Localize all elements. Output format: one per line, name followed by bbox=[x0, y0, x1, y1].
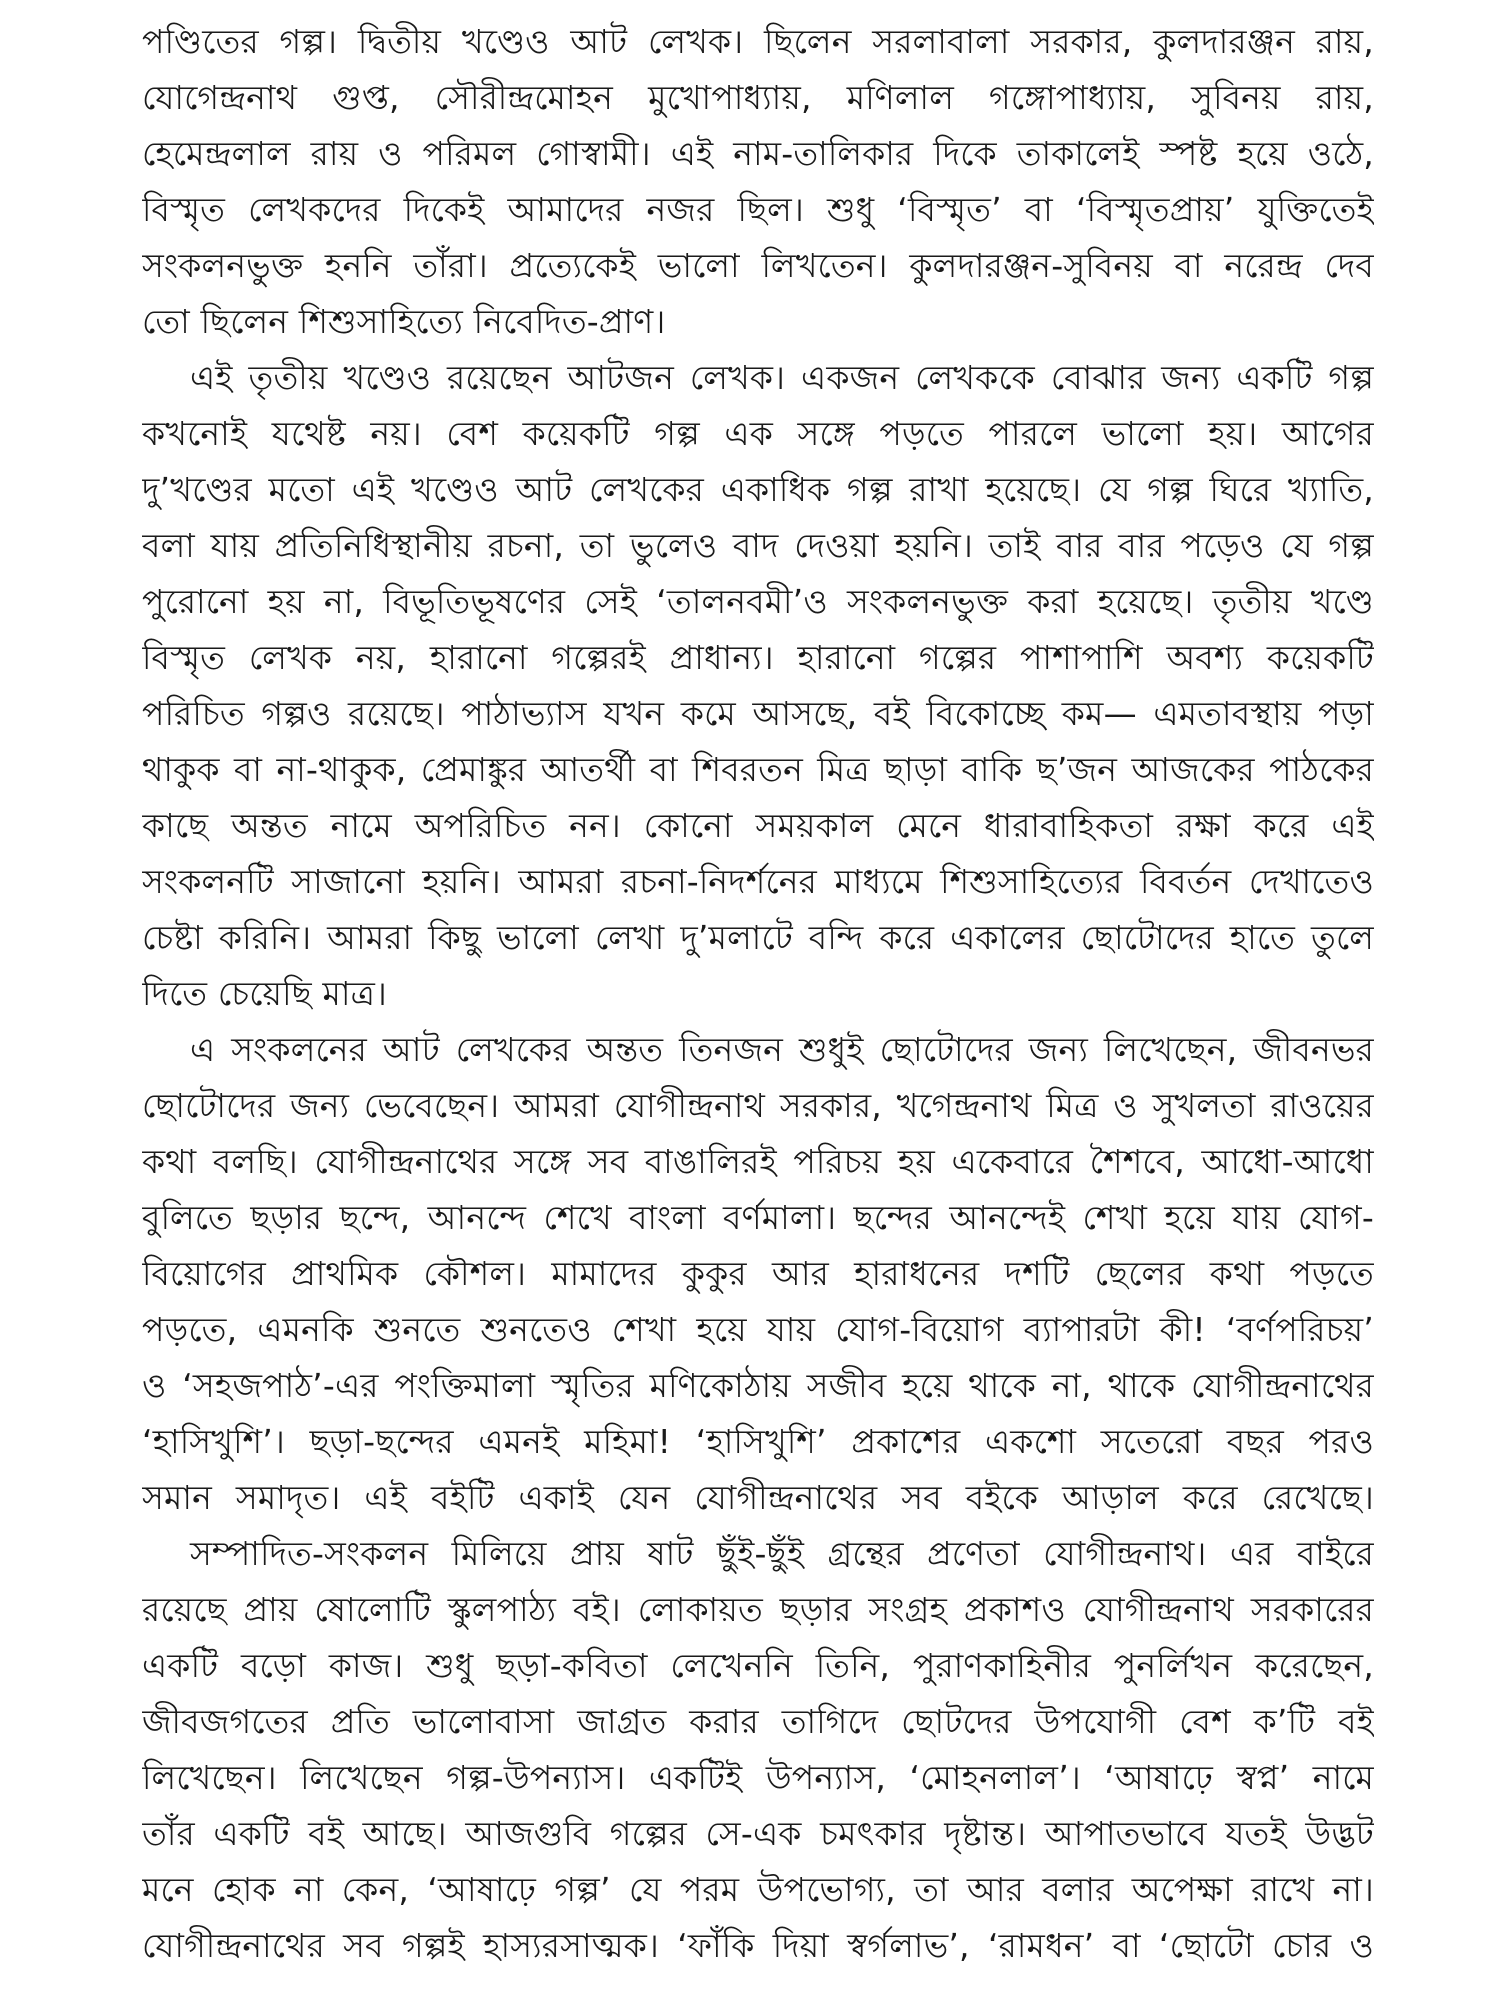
text-line: সংকলনভুক্ত হননি তাঁরা। প্রত্যেকেই ভালো লিখতেন। কুলদারঞ্জন-সুবিনয় বা নরেন্দ্র দেব bbox=[142, 246, 1374, 285]
text-line: এই তৃতীয় খণ্ডেও রয়েছেন আটজন লেখক। একজন লেখককে বোঝার জন্য একটি গল্প bbox=[190, 358, 1374, 397]
text-line: এ সংকলনের আট লেখকের অন্তত তিনজন শুধুই ছোটোদের জন্য লিখেছেন, জীবনভর bbox=[190, 1030, 1374, 1069]
text-line: কখনোই যথেষ্ট নয়। বেশ কয়েকটি গল্প এক সঙ্গে পড়তে পারলে ভালো হয়। আগের bbox=[142, 414, 1374, 453]
text-line: সংকলনটি সাজানো হয়নি। আমরা রচনা-নিদর্শনের মাধ্যমে শিশুসাহিত্যের বিবর্তন দেখাতেও bbox=[142, 862, 1374, 901]
text-line: দু’খণ্ডের মতো এই খণ্ডেও আট লেখকের একাধিক গল্প রাখা হয়েছে। যে গল্প ঘিরে খ্যাতি, bbox=[142, 470, 1374, 509]
text-line: পড়তে, এমনকি শুনতে শুনতেও শেখা হয়ে যায় যোগ-বিয়োগ ব্যাপারটা কী! ‘বর্ণপরিচয়’ bbox=[142, 1310, 1374, 1349]
text-line: মনে হোক না কেন, ‘আষাঢ়ে গল্প’ যে পরম উপভোগ্য, তা আর বলার অপেক্ষা রাখে না। bbox=[142, 1870, 1374, 1909]
paragraph-3 bbox=[142, 1022, 1374, 1526]
text-line: চেষ্টা করিনি। আমরা কিছু ভালো লেখা দু’মলাটে বন্দি করে একালের ছোটোদের হাতে তুলে bbox=[142, 918, 1374, 957]
text-line: থাকুক বা না-থাকুক, প্রেমাঙ্কুর আতর্থী বা শিবরতন মিত্র ছাড়া বাকি ছ’জন আজকের পাঠকের bbox=[142, 750, 1374, 789]
text-line: রয়েছে প্রায় ষোলোটি স্কুলপাঠ্য বই। লোকায়ত ছড়ার সংগ্রহ প্রকাশও যোগীন্দ্রনাথ সরকারের bbox=[142, 1590, 1374, 1629]
text-line: কথা বলছি। যোগীন্দ্রনাথের সঙ্গে সব বাঙালিরই পরিচয় হয় একেবারে শৈশবে, আধো-আধো bbox=[142, 1142, 1374, 1181]
text-line: যোগেন্দ্রনাথ গুপ্ত, সৌরীন্দ্রমোহন মুখোপাধ্যায়, মণিলাল গঙ্গোপাধ্যায়, সুবিনয় রায়, bbox=[142, 78, 1374, 117]
text-line: তাঁর একটি বই আছে। আজগুবি গল্পের সে-এক চমৎকার দৃষ্টান্ত। আপাতভাবে যতই উদ্ভট bbox=[142, 1814, 1374, 1853]
paragraph-4 bbox=[142, 1526, 1374, 1974]
text-line: লিখেছেন। লিখেছেন গল্প-উপন্যাস। একটিই উপন্যাস, ‘মোহনলাল’। ‘আষাঢ়ে স্বপ্ন’ নামে bbox=[142, 1758, 1374, 1797]
text-line: বুলিতে ছড়ার ছন্দে, আনন্দে শেখে বাংলা বর্ণমালা। ছন্দের আনন্দেই শেখা হয়ে যায় যোগ- bbox=[142, 1198, 1374, 1237]
paragraph-1 bbox=[142, 14, 1374, 350]
text-line: একটি বড়ো কাজ। শুধু ছড়া-কবিতা লেখেননি তিনি, পুরাণকাহিনীর পুনর্লিখন করেছেন, bbox=[142, 1646, 1374, 1685]
text-line: পরিচিত গল্পও রয়েছে। পাঠাভ্যাস যখন কমে আসছে, বই বিকোচ্ছে কম— এমতাবস্থায় পড়া bbox=[142, 694, 1374, 733]
text-line: সমান সমাদৃত। এই বইটি একাই যেন যোগীন্দ্রনাথের সব বইকে আড়াল করে রেখেছে। bbox=[142, 1478, 1374, 1517]
text-line: পুরোনো হয় না, বিভূতিভূষণের সেই ‘তালনবমী’ও সংকলনভুক্ত করা হয়েছে। তৃতীয় খণ্ডে bbox=[142, 582, 1374, 621]
text-line: তো ছিলেন শিশুসাহিত্যে নিবেদিত-প্রাণ। bbox=[142, 302, 666, 341]
text-line: যোগীন্দ্রনাথের সব গল্পই হাস্যরসাত্মক। ‘ফাঁকি দিয়া স্বর্গলাভ’, ‘রামধন’ বা ‘ছোটো চোর ও bbox=[142, 1926, 1374, 1965]
text-line: বিয়োগের প্রাথমিক কৌশল। মামাদের কুকুর আর হারাধনের দশটি ছেলের কথা পড়তে bbox=[142, 1254, 1374, 1293]
text-line: কাছে অন্তত নামে অপরিচিত নন। কোনো সময়কাল মেনে ধারাবাহিকতা রক্ষা করে এই bbox=[142, 806, 1374, 845]
text-line: বলা যায় প্রতিনিধিস্থানীয় রচনা, তা ভুলেও বাদ দেওয়া হয়নি। তাই বার বার পড়েও যে গল্প bbox=[142, 526, 1374, 565]
text-line: ‘হাসিখুশি’। ছড়া-ছন্দের এমনই মহিমা! ‘হাসিখুশি’ প্রকাশের একশো সতেরো বছর পরও bbox=[142, 1422, 1374, 1461]
text-line: বিস্মৃত লেখকদের দিকেই আমাদের নজর ছিল। শুধু ‘বিস্মৃত’ বা ‘বিস্মৃতপ্রায়’ যুক্তিতেই bbox=[142, 190, 1374, 229]
text-line: পণ্ডিতের গল্প। দ্বিতীয় খণ্ডেও আট লেখক। ছিলেন সরলাবালা সরকার, কুলদারঞ্জন রায়, bbox=[142, 22, 1374, 61]
text-line: হেমেন্দ্রলাল রায় ও পরিমল গোস্বামী। এই নাম-তালিকার দিকে তাকালেই স্পষ্ট হয়ে ওঠে, bbox=[142, 134, 1374, 173]
paragraph-2 bbox=[142, 350, 1374, 1022]
text-line: ছোটোদের জন্য ভেবেছেন। আমরা যোগীন্দ্রনাথ সরকার, খগেন্দ্রনাথ মিত্র ও সুখলতা রাওয়ের bbox=[142, 1086, 1374, 1125]
text-line: ও ‘সহজপাঠ’-এর পংক্তিমালা স্মৃতির মণিকোঠায় সজীব হয়ে থাকে না, থাকে যোগীন্দ্রনাথের bbox=[142, 1366, 1374, 1405]
text-line: জীবজগতের প্রতি ভালোবাসা জাগ্রত করার তাগিদে ছোটদের উপযোগী বেশ ক’টি বই bbox=[142, 1702, 1374, 1741]
text-line: সম্পাদিত-সংকলন মিলিয়ে প্রায় ষাট ছুঁই-ছুঁই গ্রন্থের প্রণেতা যোগীন্দ্রনাথ। এর বাইরে bbox=[190, 1534, 1374, 1573]
text-column bbox=[142, 14, 1374, 1974]
text-line: দিতে চেয়েছি মাত্র। bbox=[142, 974, 388, 1013]
text-line: বিস্মৃত লেখক নয়, হারানো গল্পেরই প্রাধান্য। হারানো গল্পের পাশাপাশি অবশ্য কয়েকটি bbox=[142, 638, 1374, 677]
